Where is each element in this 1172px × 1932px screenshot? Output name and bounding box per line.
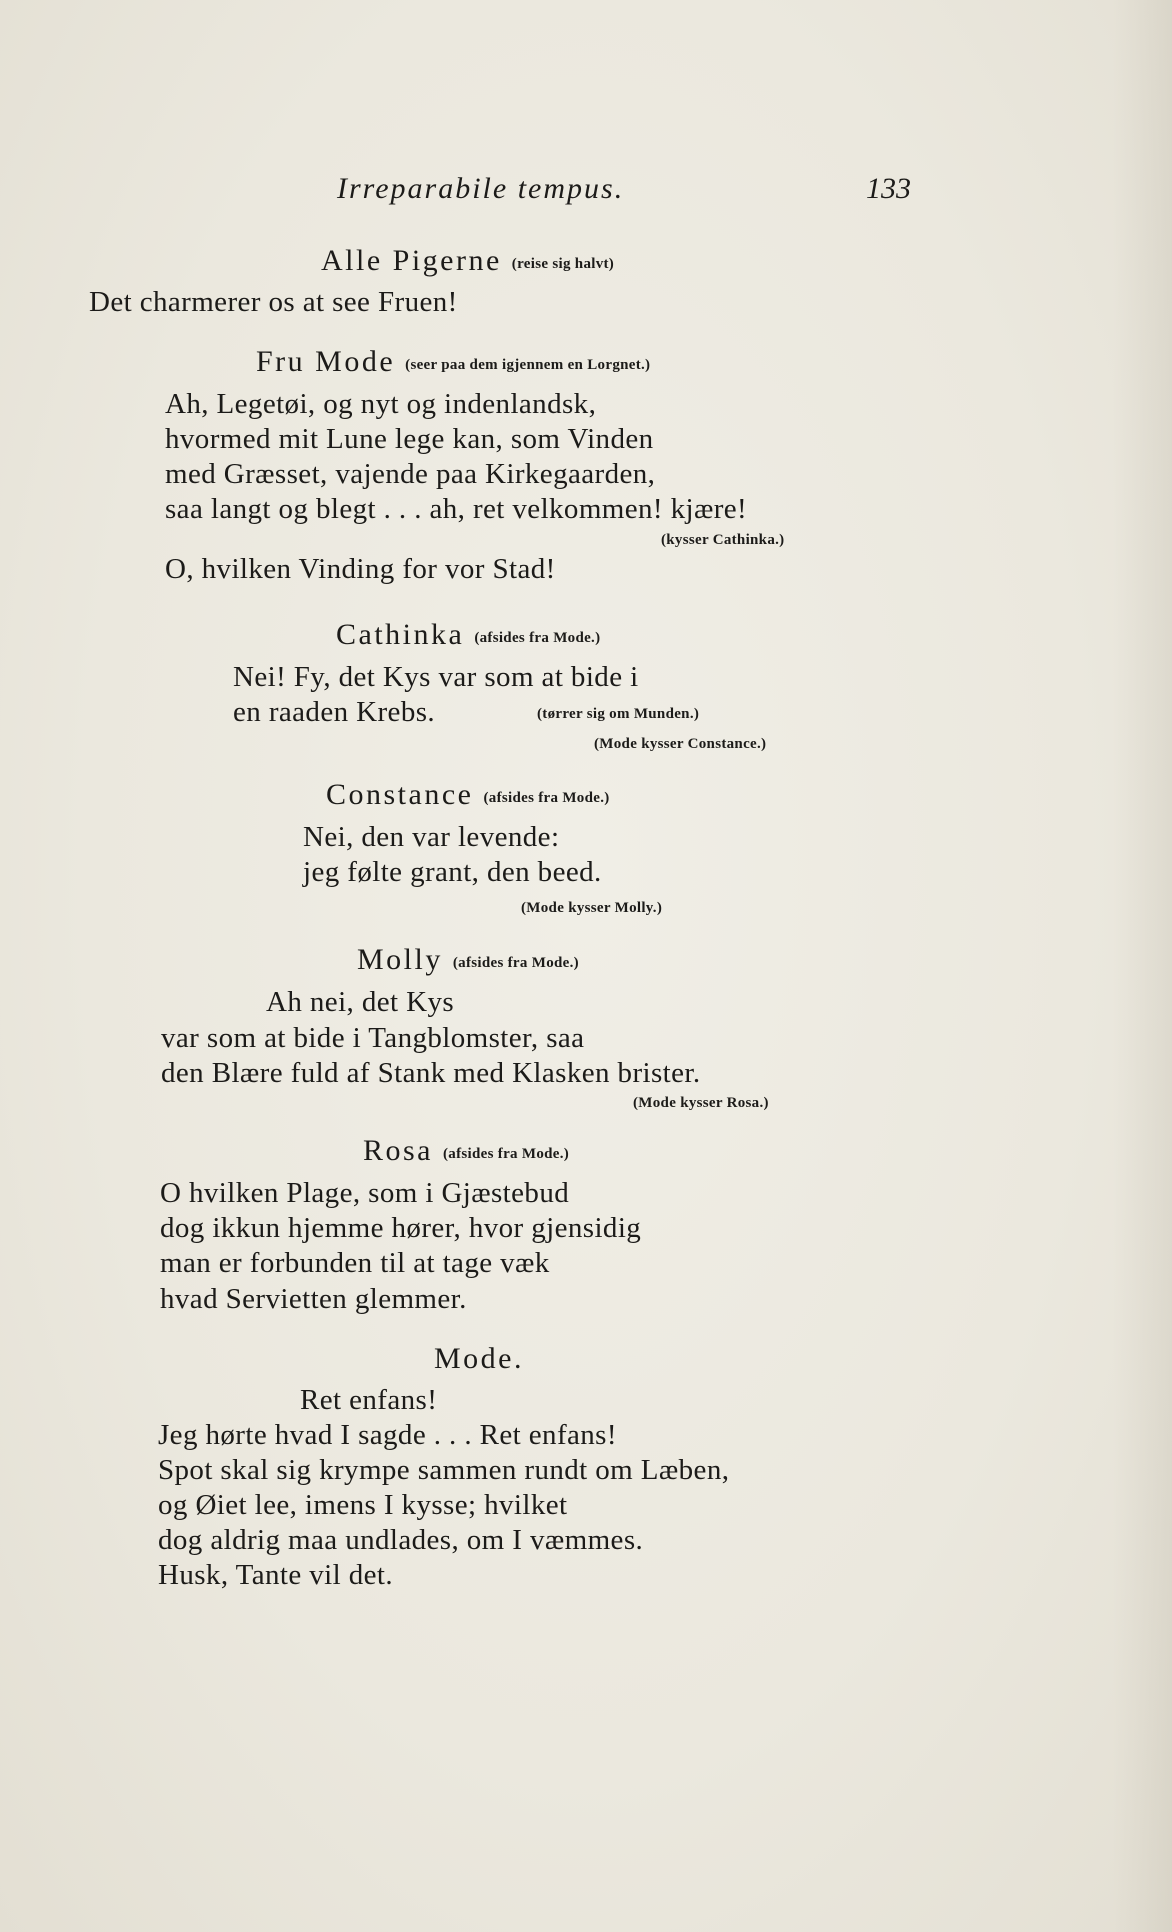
page-edge-shadow — [1112, 0, 1172, 1932]
verse-line: Ah nei, det Kys — [266, 986, 455, 1018]
verse-line: var som at bide i Tangblomster, saa — [161, 1022, 585, 1054]
verse-line: Husk, Tante vil det. — [158, 1559, 393, 1591]
verse-line: og Øiet lee, imens I kysse; hvilket — [158, 1489, 568, 1521]
verse-line: man er forbunden til at tage væk — [160, 1247, 550, 1279]
stage-direction: (reise sig halvt) — [511, 256, 615, 272]
speaker-name: Cathinka — [336, 618, 465, 651]
verse-line: jeg følte grant, den beed. — [303, 856, 602, 888]
speaker-name: Mode. — [434, 1342, 524, 1375]
stage-direction: (afsides fra Mode.) — [443, 1146, 570, 1162]
verse-line: Ah, Legetøi, og nyt og indenlandsk, — [165, 388, 597, 420]
speaker-name: Molly — [357, 943, 443, 976]
speaker-name: Rosa — [363, 1134, 433, 1167]
speaker-heading — [321, 246, 614, 276]
verse-line: den Blære fuld af Stank med Klasken brister. — [161, 1057, 701, 1089]
stage-direction: (afsides fra Mode.) — [474, 630, 601, 646]
stage-direction: (seer paa dem igjennem en Lorgnet.) — [405, 357, 651, 373]
stage-direction: (afsides fra Mode.) — [452, 955, 579, 971]
verse-line: Spot skal sig krympe sammen rundt om Læben, — [158, 1454, 730, 1486]
stage-direction: (afsides fra Mode.) — [483, 790, 610, 806]
speaker-name: Constance — [326, 778, 474, 811]
stage-direction: (Mode kysser Constance.) — [594, 736, 767, 752]
speaker-heading — [434, 1344, 524, 1374]
speaker-name: Fru Mode — [256, 345, 396, 378]
verse-line: Nei! Fy, det Kys var som at bide i — [233, 661, 639, 693]
verse-line: en raaden Krebs. — [233, 696, 436, 728]
verse-line: O hvilken Plage, som i Gjæstebud — [160, 1177, 570, 1209]
speaker-heading — [357, 945, 579, 975]
verse-line: O, hvilken Vinding for vor Stad! — [165, 553, 556, 585]
verse-line: dog aldrig maa undlades, om I væmmes. — [158, 1524, 644, 1556]
stage-direction: (Mode kysser Rosa.) — [633, 1095, 769, 1111]
speaker-heading — [336, 620, 600, 650]
verse-line: saa langt og blegt . . . ah, ret velkommen! kjære! — [165, 493, 748, 525]
verse-line: hvad Servietten glemmer. — [160, 1283, 467, 1315]
verse-line: dog ikkun hjemme hører, hvor gjensidig — [160, 1212, 642, 1244]
stage-direction: (kysser Cathinka.) — [661, 532, 785, 548]
verse-line: Jeg hørte hvad I sagde . . . Ret enfans! — [158, 1419, 617, 1451]
verse-line: Nei, den var levende: — [303, 821, 560, 853]
verse-line: hvormed mit Lune lege kan, som Vinden — [165, 423, 654, 455]
speaker-heading — [363, 1136, 569, 1166]
verse-line: med Græsset, vajende paa Kirkegaarden, — [165, 458, 656, 490]
speaker-name: Alle Pigerne — [321, 244, 502, 277]
verse-line: Ret enfans! — [300, 1384, 438, 1416]
stage-direction: (tørrer sig om Munden.) — [537, 706, 700, 722]
page-number: 133 — [866, 172, 911, 205]
speaker-heading — [256, 347, 650, 377]
verse-line: Det charmerer os at see Fruen! — [89, 286, 458, 318]
stage-direction: (Mode kysser Molly.) — [521, 900, 663, 916]
running-header-title: Irreparabile tempus. — [337, 172, 625, 205]
speaker-heading — [326, 780, 610, 810]
